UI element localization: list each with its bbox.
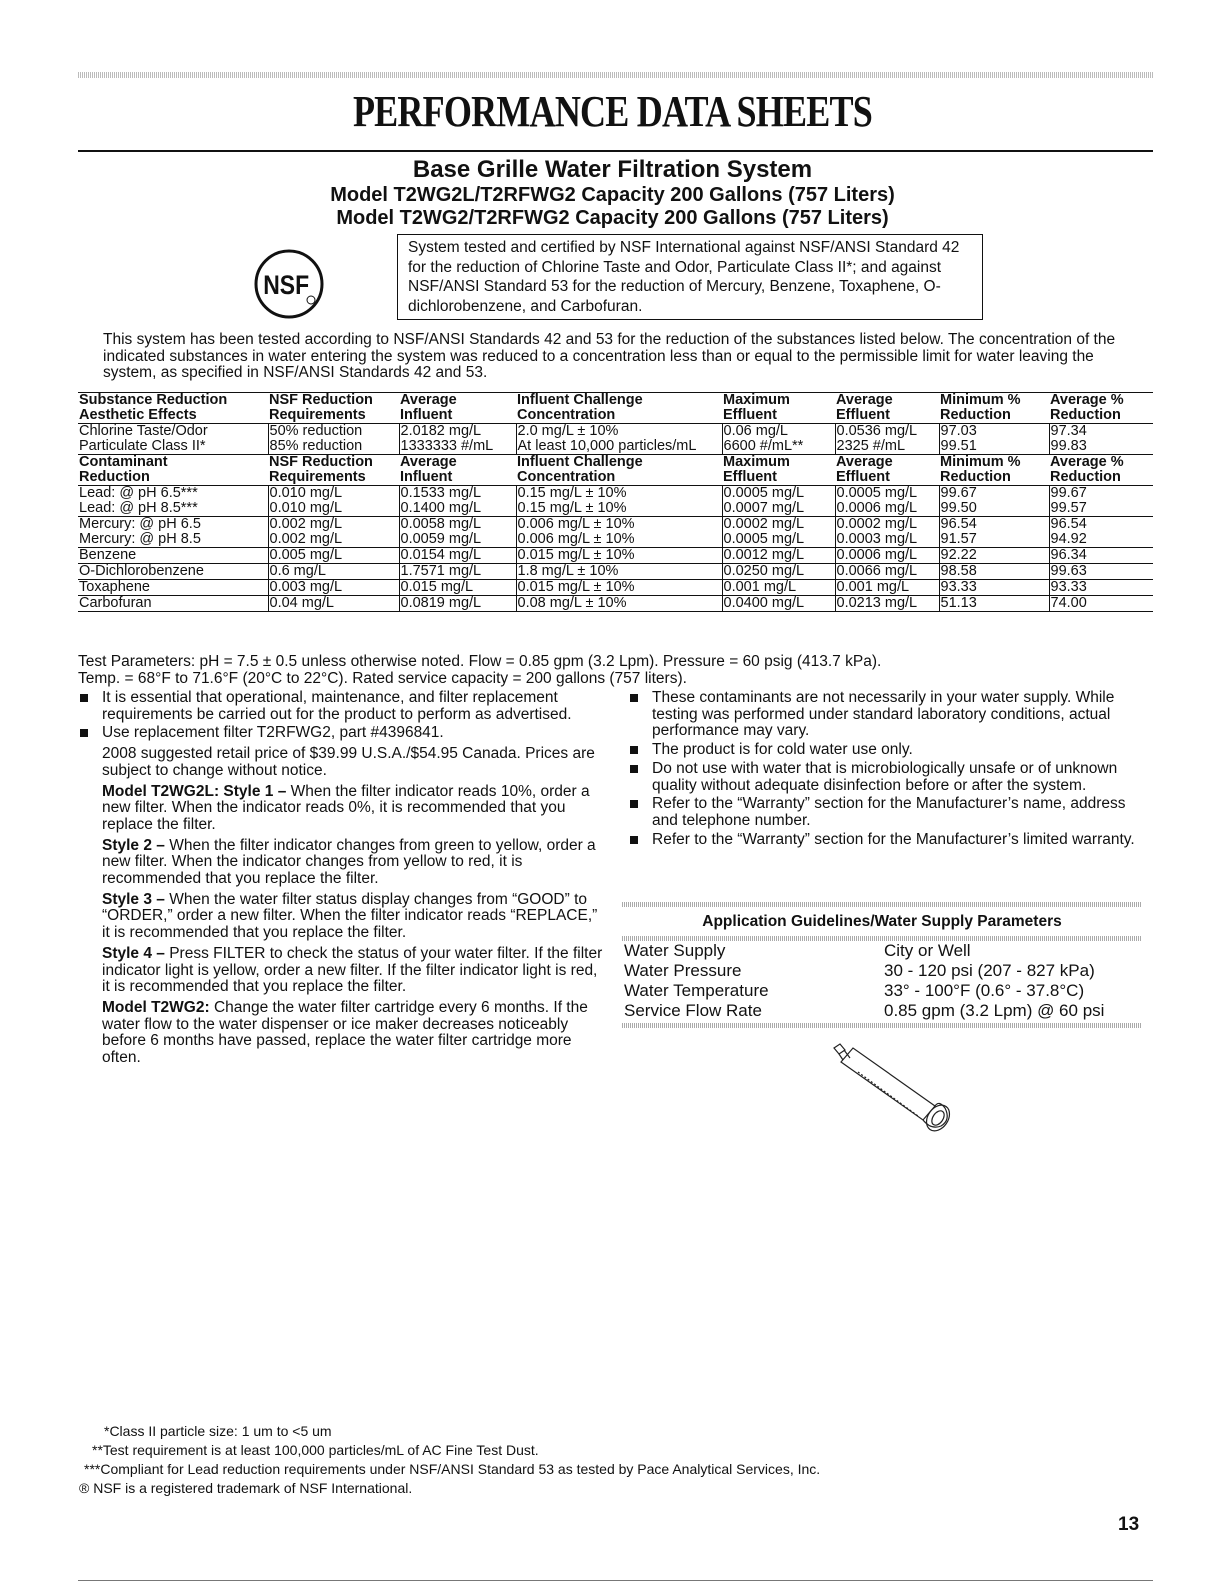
bullet-item <box>78 690 603 723</box>
table-cell: 0.0058 mg/L 0.0059 mg/L <box>399 517 516 548</box>
application-row <box>622 1001 1142 1021</box>
table-cell: 99.63 <box>1049 564 1153 580</box>
table-cell: 0.002 mg/L 0.002 mg/L <box>268 517 399 548</box>
table-cell: 0.0006 mg/L <box>835 548 939 564</box>
table-cell: 0.1533 mg/L 0.1400 mg/L <box>399 486 516 517</box>
table-cell: 2.0182 mg/L 1333333 #/mL <box>399 424 516 455</box>
table-cell: 0.0005 mg/L 0.0007 mg/L <box>722 486 835 517</box>
table-cell: 96.34 <box>1049 548 1153 564</box>
table-cell: 0.04 mg/L <box>268 596 399 612</box>
table-cell: 0.015 mg/L ± 10% <box>516 548 722 564</box>
right-bullet-list <box>628 690 1146 850</box>
table-cell: Maximum Effluent <box>722 393 835 424</box>
application-bottom-rule <box>622 1023 1142 1028</box>
bullet-text: The product is for cold water use only. <box>652 741 913 759</box>
table-cell: Mercury: @ pH 6.5 Mercury: @ pH 8.5 <box>78 517 268 548</box>
bullet-item <box>628 742 1146 759</box>
table-row <box>78 424 1153 455</box>
table-cell: Lead: @ pH 6.5*** Lead: @ pH 8.5*** <box>78 486 268 517</box>
table-cell: Substance Reduction Aesthetic Effects <box>78 393 268 424</box>
table-cell: Average Effluent <box>835 455 939 486</box>
bullet-item <box>628 690 1146 740</box>
table-cell: Influent Challenge Concentration <box>516 455 722 486</box>
price-text: 2008 suggested retail price of $39.99 U.S.A./$54.95 Canada. Prices are subject to change without notice. <box>102 745 595 779</box>
parameter-name: Service Flow Rate <box>624 1001 762 1020</box>
system-title: Base Grille Water Filtration System <box>412 156 813 183</box>
table-cell: 98.58 <box>939 564 1049 580</box>
parameter-value: City or Well <box>884 941 971 960</box>
table-cell: 51.13 <box>939 596 1049 612</box>
table-cell: 0.15 mg/L ± 10% 0.15 mg/L ± 10% <box>516 486 722 517</box>
style-2-text: Style 2 – When the filter indicator changes from green to yellow, order a new filter. When the indicator changes from yellow to red, it is recommended that you replace the filter. <box>102 836 596 888</box>
style-3-text: Style 3 – When the water filter status display changes from “GOOD” to “ORDER,” order a new filter. When the filter indicator reads “REPLACE,” it is recommended that you replace the filter. <box>102 890 598 942</box>
table-cell: NSF Reduction Requirements <box>268 393 399 424</box>
table-cell: 0.0012 mg/L <box>722 548 835 564</box>
footnote-1: *Class II particle size: 1 um to <5 um <box>104 1423 332 1439</box>
table-cell: 0.0002 mg/L 0.0005 mg/L <box>722 517 835 548</box>
test-parameters-line-1: Test Parameters: pH = 7.5 ± 0.5 unless otherwise noted. Flow = 0.85 gpm (3.2 Lpm). Pressure = 60 psig (413.7 kPa). <box>78 653 882 670</box>
table-cell: 0.003 mg/L <box>268 580 399 596</box>
application-row <box>622 961 1142 981</box>
table-cell: 0.06 mg/L 6600 #/mL** <box>722 424 835 455</box>
bullet-text: Use replacement filter T2RFWG2, part #4396841. <box>102 724 444 742</box>
table-cell: Average Influent <box>399 455 516 486</box>
footnote-3: ***Compliant for Lead reduction requirements under NSF/ANSI Standard 53 as tested by Pace Analytical Services, Inc. <box>84 1461 821 1477</box>
table-cell: 0.08 mg/L ± 10% <box>516 596 722 612</box>
table-cell: 93.33 <box>1049 580 1153 596</box>
nsf-logo-icon <box>253 248 325 320</box>
table-cell: 0.0002 mg/L 0.0003 mg/L <box>835 517 939 548</box>
intro-paragraph: This system has been tested according to NSF/ANSI Standards 42 and 53 for the reduction of the substances listed below. The concentration of the indicated substances in water entering the system was reduced to a concentration less than or equal to the permissible limit for water leaving the system, as specified in NSF/ANSI Standards 42 and 53. <box>103 331 1116 381</box>
application-title: Application Guidelines/Water Supply Parameters <box>702 913 1062 930</box>
table-cell: 97.03 99.51 <box>939 424 1049 455</box>
table-cell: 0.0536 mg/L 2325 #/mL <box>835 424 939 455</box>
bullet-item <box>78 725 603 1066</box>
table-row <box>78 564 1153 580</box>
test-parameters <box>78 653 1078 687</box>
bullet-item <box>628 796 1146 829</box>
style-1-text: Model T2WG2L: Style 1 – When the filter indicator reads 10%, order a new filter. When the indicator reads 0%, it is recommended that you replace the filter. <box>102 782 590 833</box>
application-row <box>622 981 1142 1001</box>
table-cell: O-Dichlorobenzene <box>78 564 268 580</box>
bullet-text: Refer to the “Warranty” section for the Manufacturer’s name, address and telephone number. <box>652 795 1126 829</box>
table-cell: Average % Reduction <box>1049 393 1153 424</box>
test-parameters-line-2: Temp. = 68°F to 71.6°F (20°C to 22°C). Rated service capacity = 200 gallons (757 liters). <box>78 670 687 687</box>
top-dotted-rule <box>78 72 1153 78</box>
footnote-2: **Test requirement is at least 100,000 particles/mL of AC Fine Test Dust. <box>92 1442 539 1458</box>
style-4-text: Style 4 – Press FILTER to check the status of your water filter. If the filter indicator light is yellow, order a new filter. If the filter indicator light is red, it is recommended that you replace the filter. <box>102 944 603 996</box>
table-cell: Average Influent <box>399 393 516 424</box>
table-cell: 0.006 mg/L ± 10% 0.006 mg/L ± 10% <box>516 517 722 548</box>
model-line-1: Model T2WG2L/T2RFWG2 Capacity 200 Gallons (757 Liters) <box>330 184 895 206</box>
table-cell: Carbofuran <box>78 596 268 612</box>
table-cell: Maximum Effluent <box>722 455 835 486</box>
table-cell: 74.00 <box>1049 596 1153 612</box>
table-cell: 96.54 94.92 <box>1049 517 1153 548</box>
table-cell: 0.6 mg/L <box>268 564 399 580</box>
table-cell: 0.005 mg/L <box>268 548 399 564</box>
table-cell: 0.0213 mg/L <box>835 596 939 612</box>
table-cell: 92.22 <box>939 548 1049 564</box>
water-filter-cartridge-image <box>828 1040 958 1150</box>
table-cell: 99.67 99.57 <box>1049 486 1153 517</box>
table-cell: 0.010 mg/L 0.010 mg/L <box>268 486 399 517</box>
table-cell: 0.001 mg/L <box>835 580 939 596</box>
table-cell: Benzene <box>78 548 268 564</box>
table-row <box>78 548 1153 564</box>
table-header-row <box>78 455 1153 486</box>
parameter-value: 30 - 120 psi (207 - 827 kPa) <box>884 961 1095 980</box>
parameter-value: 33° - 100°F (0.6° - 37.8°C) <box>884 981 1085 1000</box>
table-cell: Average Effluent <box>835 393 939 424</box>
bullet-item <box>628 832 1146 849</box>
table-cell: Influent Challenge Concentration <box>516 393 722 424</box>
bullet-text: It is essential that operational, maintenance, and filter replacement requirements be carried out for the product to perform as advertised. <box>102 689 572 723</box>
model-t2wg2-text: Model T2WG2: Change the water filter cartridge every 6 months. If the water flow to the water dispenser or ice maker decreases noticeably before 6 months have passed, replace the water filter cartridge more often. <box>102 998 588 1067</box>
table-cell: Average % Reduction <box>1049 455 1153 486</box>
table-header-row <box>78 393 1153 424</box>
parameter-name: Water Temperature <box>624 981 769 1000</box>
application-row <box>622 941 1142 961</box>
table-cell: 96.54 91.57 <box>939 517 1049 548</box>
application-table <box>622 941 1142 1021</box>
bullet-item <box>628 761 1146 794</box>
table-cell: 50% reduction 85% reduction <box>268 424 399 455</box>
table-cell: Minimum % Reduction <box>939 455 1049 486</box>
table-cell: 1.7571 mg/L <box>399 564 516 580</box>
table-cell: 0.0154 mg/L <box>399 548 516 564</box>
table-cell: Contaminant Reduction <box>78 455 268 486</box>
table-cell: 0.015 mg/L ± 10% <box>516 580 722 596</box>
bottom-rule <box>78 1580 1153 1581</box>
page-title: PERFORMANCE DATA SHEETS <box>352 87 873 136</box>
table-cell: 0.0250 mg/L <box>722 564 835 580</box>
certification-box: System tested and certified by NSF International against NSF/ANSI Standard 42 for the reduction of Chlorine Taste and Odor, Particulate Class II*; and against NSF/ANSI Standard 53 for the reduction of Mercury, Benzene, Toxaphene, O-dichlorobenzene, and Carbofuran. <box>397 234 983 320</box>
performance-table <box>78 392 1153 612</box>
footnote-4: ® NSF is a registered trademark of NSF International. <box>79 1480 413 1496</box>
table-cell: 2.0 mg/L ± 10% At least 10,000 particles/mL <box>516 424 722 455</box>
table-cell: 0.0819 mg/L <box>399 596 516 612</box>
left-bullet-list <box>78 690 603 1071</box>
bullet-text: Refer to the “Warranty” section for the Manufacturer’s limited warranty. <box>652 830 1135 848</box>
page-number: 13 <box>1118 1514 1140 1535</box>
table-cell: 97.34 99.83 <box>1049 424 1153 455</box>
table-row <box>78 486 1153 517</box>
nsf-logo-text: NSF <box>263 270 310 301</box>
table-cell: Minimum % Reduction <box>939 393 1049 424</box>
application-top-rule <box>622 902 1142 907</box>
title-rule <box>78 150 1153 152</box>
table-cell: 1.8 mg/L ± 10% <box>516 564 722 580</box>
table-cell: 0.0400 mg/L <box>722 596 835 612</box>
table-cell: Toxaphene <box>78 580 268 596</box>
table-cell: 99.67 99.50 <box>939 486 1049 517</box>
table-row <box>78 580 1153 596</box>
table-cell: 93.33 <box>939 580 1049 596</box>
table-cell: 0.0005 mg/L 0.0006 mg/L <box>835 486 939 517</box>
model-line-2: Model T2WG2/T2RFWG2 Capacity 200 Gallons (757 Liters) <box>336 207 889 229</box>
parameter-name: Water Pressure <box>624 961 742 980</box>
parameter-name: Water Supply <box>624 941 726 960</box>
bullet-text: These contaminants are not necessarily in your water supply. While testing was performed under standard laboratory conditions, actual performance may vary. <box>652 689 1115 740</box>
table-row <box>78 517 1153 548</box>
table-cell: 0.015 mg/L <box>399 580 516 596</box>
table-cell: Chlorine Taste/Odor Particulate Class II* <box>78 424 268 455</box>
bullet-text: Do not use with water that is microbiologically unsafe or of unknown quality without adequate disinfection before or after the system. <box>652 759 1118 794</box>
table-cell: 0.001 mg/L <box>722 580 835 596</box>
parameter-value: 0.85 gpm (3.2 Lpm) @ 60 psi <box>884 1001 1105 1020</box>
table-cell: NSF Reduction Requirements <box>268 455 399 486</box>
table-row <box>78 596 1153 612</box>
table-cell: 0.0066 mg/L <box>835 564 939 580</box>
